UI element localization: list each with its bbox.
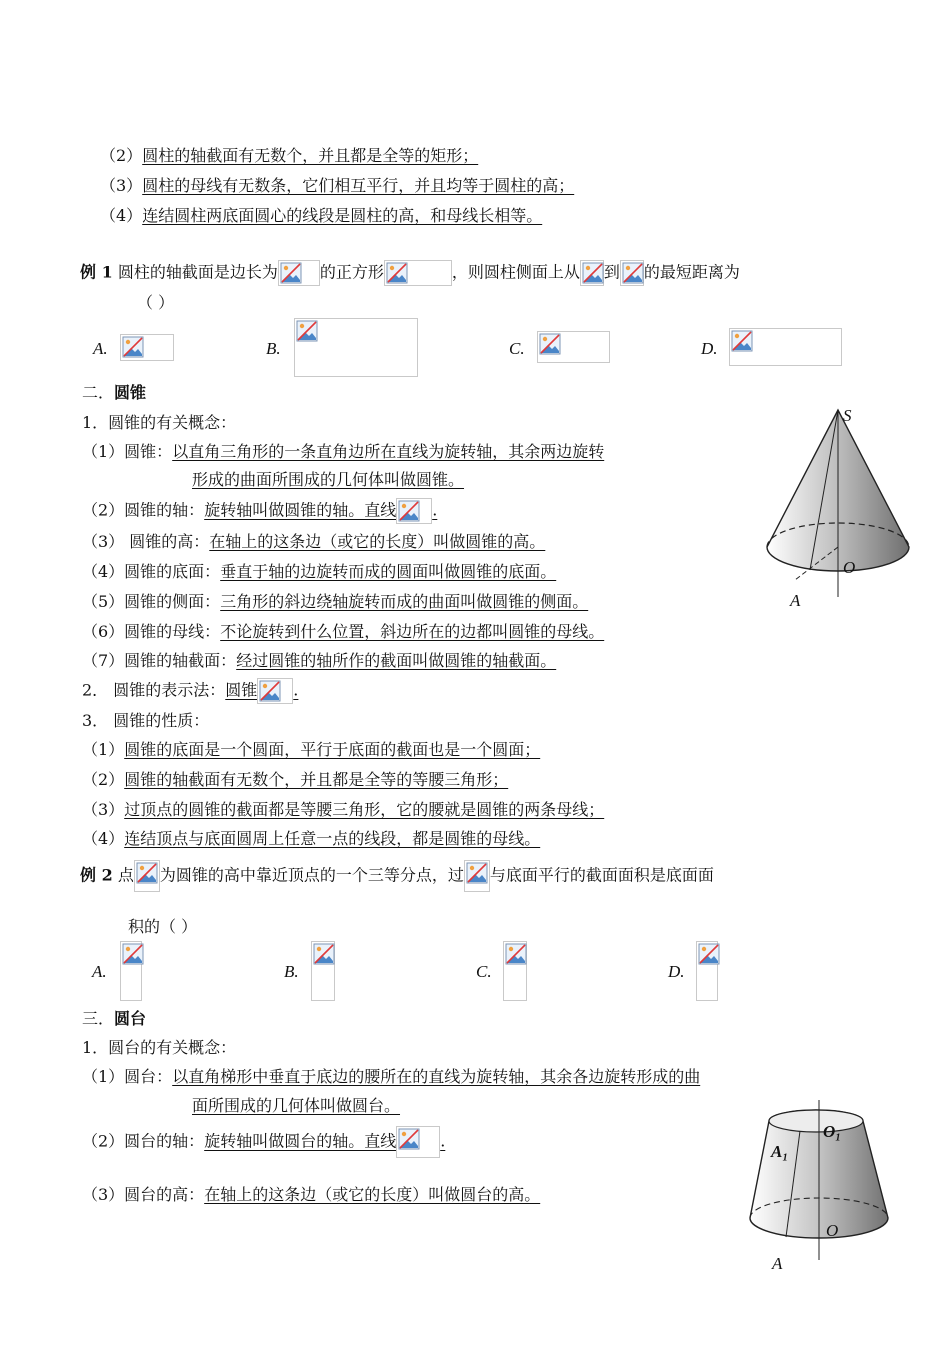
frustum-def-3	[82, 1184, 540, 1206]
frustum-def-1-cont	[192, 1095, 400, 1117]
example-2-question	[80, 860, 714, 892]
question-text: 与底面平行的截面面积是底面面	[489, 865, 714, 885]
question-text: 的正方形	[319, 262, 384, 282]
item-number: （1）圆台：	[82, 1067, 173, 1086]
definition-end: .	[432, 500, 438, 520]
cylinder-prop-2-text: 圆柱的轴截面有无数个，并且都是全等的矩形；	[142, 146, 479, 165]
example-label: 例 2	[80, 865, 113, 885]
definition-end: .	[440, 1131, 446, 1151]
cone-concepts-title: 1．圆锥的有关概念：	[82, 413, 237, 432]
item-number: （2）圆台的轴：	[82, 1131, 205, 1151]
question-text: 为圆锥的高中靠近顶点的一个三等分点，过	[159, 865, 464, 885]
item-number: （4）圆锥的底面：	[82, 562, 221, 581]
frustum-section-heading	[82, 1008, 146, 1030]
option-c-label: C.	[509, 339, 525, 358]
question-text: 的最短距离为	[643, 262, 740, 282]
cone-def-1-cont	[192, 469, 464, 491]
definition-text: 在轴上的这条边（或它的长度）叫做圆锥的高。	[209, 532, 546, 551]
formula-image-icon	[134, 860, 160, 892]
property-text: 过顶点的圆锥的截面都是等腰三角形，它的腰就是圆锥的两条母线；	[124, 800, 605, 819]
frustum-concepts-title: 1．圆台的有关概念：	[82, 1038, 237, 1057]
formula-image-icon	[396, 498, 432, 524]
formula-image-icon	[620, 260, 644, 286]
cone-prop-3	[82, 799, 604, 821]
item-number: （4）	[100, 206, 143, 225]
formula-image-icon	[580, 260, 604, 286]
question-text: ，则圆柱侧面上从	[451, 262, 580, 282]
example-1-question	[80, 260, 740, 286]
cone-point-label: A	[790, 591, 801, 610]
item-number: （4）	[82, 829, 125, 848]
item-number: （6）圆锥的母线：	[82, 622, 221, 641]
definition-end: .	[293, 680, 299, 700]
formula-image-icon	[384, 260, 452, 286]
option-a-formula-icon	[120, 334, 174, 361]
definition-text: 不论旋转到什么位置，斜边所在的边都叫圆锥的母线。	[220, 622, 605, 641]
option-b-formula-icon	[311, 941, 335, 1001]
option-b-label: B.	[266, 339, 281, 358]
question-text: 点	[117, 865, 134, 885]
cylinder-prop-4-text: 连结圆柱两底面圆心的线段是圆柱的高，和母线长相等。	[142, 206, 543, 225]
cone-section-heading	[82, 382, 146, 404]
formula-image-icon	[464, 860, 490, 892]
definition-text: 圆锥	[225, 680, 258, 700]
cone-apex-label: S	[843, 406, 852, 425]
option-c-formula-icon	[537, 331, 610, 363]
item-number: （3） 圆锥的高：	[82, 532, 210, 551]
formula-image-icon	[278, 260, 320, 286]
cone-def-4	[82, 561, 556, 583]
item-number: 2． 圆锥的表示法：	[82, 680, 226, 700]
cylinder-prop-3-text: 圆柱的母线有无数条，它们相互平行，并且均等于圆柱的高；	[142, 176, 575, 195]
option-a-label: A.	[92, 962, 107, 981]
cylinder-prop-3	[100, 175, 574, 197]
item-number: （2）圆锥的轴：	[82, 500, 205, 520]
definition-text: 形成的曲面所围成的几何体叫做圆锥。	[192, 470, 465, 489]
option-d-label: D.	[701, 339, 718, 358]
example-2-question-cont: 积的（ ）	[128, 917, 198, 936]
section-number: 二．	[82, 383, 115, 402]
definition-text: 经过圆锥的轴所作的截面叫做圆锥的轴截面。	[236, 651, 557, 670]
cone-figure	[750, 385, 930, 620]
frustum-bottom-center-label: O	[826, 1221, 839, 1240]
item-number: （2）	[82, 770, 125, 789]
item-number: （2）	[100, 146, 143, 165]
section-title: 圆锥	[114, 383, 147, 402]
definition-text: 旋转轴叫做圆台的轴。直线	[204, 1131, 397, 1151]
cone-prop-4	[82, 828, 540, 850]
cone-def-7	[82, 650, 556, 672]
question-text: 到	[603, 262, 620, 282]
definition-text: 旋转轴叫做圆锥的轴。直线	[204, 500, 397, 520]
cylinder-prop-2	[100, 145, 478, 167]
frustum-top-point-label: A₁	[771, 1142, 789, 1161]
item-number: （7）圆锥的轴截面：	[82, 651, 237, 670]
option-b-label: B.	[284, 962, 299, 981]
definition-text: 垂直于轴的边旋转而成的圆面叫做圆锥的底面。	[220, 562, 557, 581]
item-number: （1）圆锥：	[82, 442, 173, 461]
cone-def-3	[82, 531, 545, 553]
item-number: （3）	[100, 176, 143, 195]
item-number: （3）	[82, 800, 125, 819]
definition-text: 在轴上的这条边（或它的长度）叫做圆台的高。	[204, 1185, 541, 1204]
definition-text: 三角形的斜边绕轴旋转而成的曲面叫做圆锥的侧面。	[220, 592, 589, 611]
cone-center-label: O	[843, 558, 856, 577]
section-number: 三．	[82, 1009, 115, 1028]
cone-properties-title: 3． 圆锥的性质：	[82, 711, 210, 730]
frustum-bottom-point-label: A	[772, 1254, 783, 1273]
item-number: （5）圆锥的侧面：	[82, 592, 221, 611]
option-b-formula-icon	[294, 318, 418, 377]
definition-text: 以直角梯形中垂直于底边的腰所在的直线为旋转轴，其余各边旋转形成的曲	[172, 1067, 701, 1086]
cone-def-2	[82, 498, 437, 524]
property-text: 圆锥的底面是一个圆面，平行于底面的截面也是一个圆面；	[124, 740, 541, 759]
item-number: （1）	[82, 740, 125, 759]
option-d-label: D.	[668, 962, 685, 981]
property-text: 连结顶点与底面圆周上任意一点的线段，都是圆锥的母线。	[124, 829, 541, 848]
definition-text: 以直角三角形的一条直角边所在直线为旋转轴，其余两边旋转	[172, 442, 605, 461]
option-d-formula-icon	[696, 941, 718, 1001]
answer-blank: （ ）	[137, 293, 175, 312]
option-c-label: C.	[476, 962, 492, 981]
cone-def-1	[82, 441, 604, 463]
question-text: 圆柱的轴截面是边长为	[117, 262, 278, 282]
option-d-formula-icon	[729, 328, 842, 366]
formula-image-icon	[396, 1126, 440, 1158]
cylinder-prop-4	[100, 205, 542, 227]
cone-def-5	[82, 591, 588, 613]
option-c-formula-icon	[503, 941, 527, 1001]
cone-prop-1	[82, 739, 540, 761]
frustum-def-2	[82, 1126, 445, 1158]
cone-prop-2	[82, 769, 508, 791]
section-title: 圆台	[114, 1009, 147, 1028]
frustum-def-1	[82, 1066, 700, 1088]
item-number: （3）圆台的高：	[82, 1185, 205, 1204]
frustum-top-center-label: O₁	[823, 1122, 842, 1141]
example-label: 例 1	[80, 262, 113, 282]
formula-image-icon	[257, 678, 293, 704]
definition-text: 面所围成的几何体叫做圆台。	[192, 1096, 401, 1115]
cone-def-6	[82, 621, 604, 643]
property-text: 圆锥的轴截面有无数个，并且都是全等的等腰三角形；	[124, 770, 509, 789]
frustum-top-face	[769, 1110, 863, 1132]
cone-notation	[82, 678, 298, 704]
option-a-formula-icon	[120, 941, 142, 1001]
option-a-label: A.	[93, 339, 108, 358]
